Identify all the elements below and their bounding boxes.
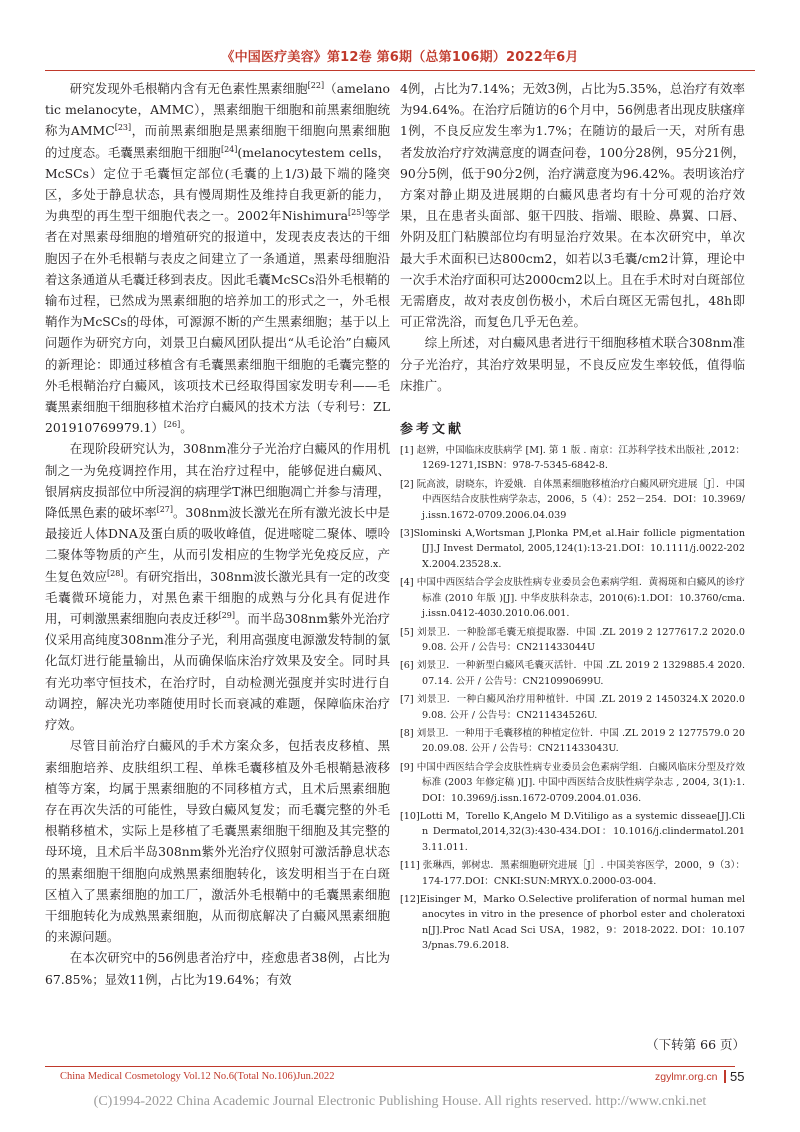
citation-marker: [24] — [220, 144, 238, 154]
body-paragraph: 综上所述，对白癜风患者进行干细胞移植术联合308nm准分子光治疗，其治疗效果明显，不良反应发生率较低，值得临床推广。 — [400, 335, 745, 393]
paragraph-text: 。有研究指出，308nm波长激光具有一定的改变毛囊微环境能力，对黑色素干细胞的成熟与分化具有促进作用，可刺激黑素细胞向表皮迁移 — [45, 568, 390, 627]
paragraph-text: 。308nm波长激光在所有激光波长中是最接近人体DNA及蛋白质的吸收峰值，促进嘧啶二聚体、嘌呤二聚体等物质的产生，从而引发相应的生物学光免疫反应，产生复色效应 — [45, 505, 390, 584]
continued-note: （下转第 66 页） — [646, 1037, 745, 1052]
paragraph-text: 尽管目前治疗白癜风的手术方案众多，包括表皮移植、黑素细胞培养、皮肤组织工程、单株毛囊移植及外毛根鞘悬液移植等方案，均属于黑素细胞的不同移植方式，且术后黑素细胞存在再次失活的可能性，导致白癜风复发；而毛囊完整的外毛根鞘移植术，实际上是移植了毛囊黑素细胞干细胞及其完整的母环境，且术后半岛308nm紫外光治疗仪照射可激活静息状态的黑素细胞干细胞向成熟黑素细胞转化，该发明相当于在白斑区植入了黑素细胞的加工厂，激活外毛根鞘中的毛囊黑素细胞干细胞转化为成熟黑素细胞，从而彻底解决了白癜风黑素细胞的来源问题。 — [45, 738, 390, 945]
paragraph-text: 在现阶段研究认为，308nm准分子光治疗白癜风的作用机制之一为免疫调控作用，其在治疗过程中，能够促进白癜风、银屑病皮损部位中所浸润的病理学T淋巴细胞凋亡并参与清理，降低黑色素的破坏率 — [45, 441, 390, 521]
footer-rule — [45, 1066, 735, 1067]
reference-item: [8] 刘景卫．一种用于毛囊移植的种植定位针．中国 .ZL 2019 2 1277579.0 2020.09.08. 公开 / 公告号：CN211433043U. — [400, 727, 745, 755]
reference-item: [6] 刘景卫．一种新型白癜风毛囊灭活针．中国 .ZL 2019 2 1329885.4 2020.07.14. 公开 / 公告号：CN210990699U. — [400, 660, 745, 687]
citation-marker: [25] — [347, 208, 365, 218]
running-head: 《中国医疗美容》第12卷 第6期（总第106期）2022年6月 — [221, 50, 579, 65]
paragraph-text: 。 — [180, 420, 193, 436]
citation-marker: [29] — [218, 610, 236, 620]
citation-marker: [26] — [163, 420, 181, 430]
paragraph-text: ，而前黑素细胞是黑素细胞干细胞向黑素细胞的过度态。毛囊黑素细胞干细胞 — [45, 123, 391, 160]
reference-item: [1] 赵辨，中国临床皮肤病学 [M]. 第 1 版 . 南京：江苏科学技术出版社 ,2012：1269-1271,ISBN：978-7-5345-6842-8. — [400, 445, 745, 472]
paragraph-text: 。而半岛308nm紫外光治疗仪采用高纯度308nm准分子光，利用高强度电源激发特制的氯化氙灯进行能量输出，从而确保临床治疗效果及安全。同时具有光功率守恒技术，在治疗时，自动检测光强度并实时进行自动调控，解决光功率随使用时长而衰减的难题，保障临床治疗疗效。 — [45, 611, 390, 733]
body-paragraph — [45, 735, 390, 947]
header-rule — [45, 70, 755, 71]
reference-item: [2] 阮高波，尉晓东，许爱娥．自体黑素细胞移植治疗白癜风研究进展［J］．中国中西医结合皮肤性病学杂志，2006，5（4）：252－254．DOI：10.3969/j.issn.1672-0709.2006.04.039 — [400, 478, 745, 521]
page-number-bar — [724, 1070, 726, 1083]
paragraph-text: 在本次研究中的56例患者治疗中，痊愈患者38例，占比为67.85%；显效11例，占比为19.64%；有效 — [45, 950, 390, 987]
reference-item: [3]Slominski A,Wortsman J,Plonka PM,et al.Hair follicle pigmentation [J].J Invest Dermatol, 2005,124(1):13-21.DOI：10.1111/j.0022-202X.2004.23528.x. — [400, 528, 745, 570]
reference-list — [400, 443, 745, 954]
paragraph-text: 研究发现外毛根鞘内含有无色素性黑素细胞 — [69, 81, 308, 96]
right-column — [400, 78, 745, 957]
left-column — [45, 78, 390, 990]
reference-item: [9] 中国中西医结合学会皮肤性病专业委员会色素病学组．白癜风临床分型及疗效标准 (2003 年修定稿 )[J]. 中国中西医结合皮肤性病学杂志 , 2004, 3(1):1.DOI：10.3969/j.issn.1672-0709.2004.01.036. — [400, 761, 745, 804]
body-paragraph: 4例，占比为7.14%；无效3例，占比为5.35%，总治疗有效率为94.64%。在治疗后随访的6个月中，56例患者出现皮肤瘙痒1例，不良反应发生率为1.7%；在随访的最后一天，对所有患者发放治疗疗效满意度的调查问卷，100分28例，95分21例，90分5例，低于90分2例，治疗满意度为96.42%。表明该治疗方案对静止期及进展期的白癜风患者均有十分可观的治疗效果，且在患者头面部、躯干四肢、指端、眼睑、鼻翼、口唇、外阴及肛门粘膜部位均有明显治疗效果。在本次研究中，单次最大手术面积已达800cm2，如若以3毛囊/cm2计算，理论中一次手术治疗面积可达2000cm2以上。且在手术时对白斑部位无需磨皮，故对表皮创伤极小，术后白斑区无需包扎，48h即可正常洗浴，而复色几乎无色差。 — [400, 81, 745, 330]
journal-footer: China Medical Cosmetology Vol.12 No.6(Total No.106)Jun.2022 — [60, 1071, 335, 1082]
body-paragraph — [45, 438, 390, 735]
paragraph-text: （amelanotic melanocyte，AMMC），黑素细胞干细胞和前黑素细胞统称为AMMC — [45, 81, 391, 139]
references-title: 参考文献 — [400, 422, 465, 438]
reference-item: [7] 刘景卫．一种白癜风治疗用种植针．中国 .ZL 2019 2 1450324.X 2020.09.08. 公开 / 公告号：CN211434526U. — [400, 694, 745, 721]
right-paragraphs — [400, 78, 745, 396]
reference-item: [11] 张琳西，郭树忠．黑素细胞研究进展［J］. 中国美容医学，2000，9（3）：174-177.DOI：CNKI:SUN:MRYX.0.2000-03-004. — [400, 860, 745, 887]
paragraph-text: 等学者在对黑素母细胞的增殖研究的报道中，发现表皮表达的干细胞因子在外毛根鞘与表皮之间建立了一条通道，黑素母细胞沿着这条通道从毛囊迁移到表皮。因此毛囊McSCs沿外毛根鞘的输布过程，已然成为黑素细胞的培养加工的形式之一，外毛根鞘作为McSCs的母体，可源源不断的产生黑素细胞；基于以上问题作为研究方向，刘景卫白癜风团队提出“从毛论治”白癜风的新理论：即通过移植含有毛囊黑素细胞干细胞的毛囊完整的外毛根鞘治疗白癜风，该项技术已经取得国家发明专利——毛囊黑素细胞干细胞移植术治疗白癜风的技术方法（专利号：ZL201910769979.1） — [45, 208, 390, 436]
citation-marker: [27] — [156, 504, 174, 514]
reference-item: [4] 中国中西医结合学会皮肤性病专业委员会色素病学组．黄褐斑和白癜风的诊疗标准 (2010 年版 )[J]. 中华皮肤科杂志，2010(6):1.DOI：10.3760/cma.j.issn.0412-4030.2010.06.001. — [400, 577, 745, 620]
body-paragraph — [45, 947, 390, 989]
reference-item: [12]Eisinger M，Marko O.Selective proliferation of normal human melanocytes in vitro in the presence of phorbol ester and choleratoxin[J].Proc Natl Acad Sci USA，1982，9：2018-2022. DOI：10.1073/pnas.79.6.2018. — [400, 894, 745, 952]
citation-marker: [22] — [307, 80, 325, 90]
body-paragraph — [45, 78, 390, 438]
page-number: 55 — [730, 1069, 745, 1084]
citation-marker: [28] — [107, 568, 124, 578]
copyright-notice: (C)1994-2022 China Academic Journal Electronic Publishing House. All rights reserved. http://www.cnki.net — [93, 1094, 707, 1109]
paragraph-text: (melanocytestem cells，McSCs）定位于毛囊恒定部位(毛囊的上1/3)最下端的隆突区，多处于静息状态，具有慢周期性及维持自我更新的能力，为典型的再生型干细胞代表之一。2002年Nishimura — [45, 144, 391, 224]
reference-item: [10]Lotti M，Torello K,Angelo M D.Vitiligo as a systemic disseae[J].Clin Dermatol,2014,32(3):430-434.DOI：10.1016/j.clindermatol.2013.11.011. — [400, 810, 745, 853]
reference-item: [5] 刘景卫．一种脸部毛囊无痕提取器．中国 .ZL 2019 2 1277617.2 2020.09.08. 公开 / 公告号：CN211433044U — [400, 626, 745, 653]
citation-marker: [23] — [114, 123, 132, 133]
journal-website[interactable]: zgylmr.org.cn — [655, 1071, 718, 1083]
